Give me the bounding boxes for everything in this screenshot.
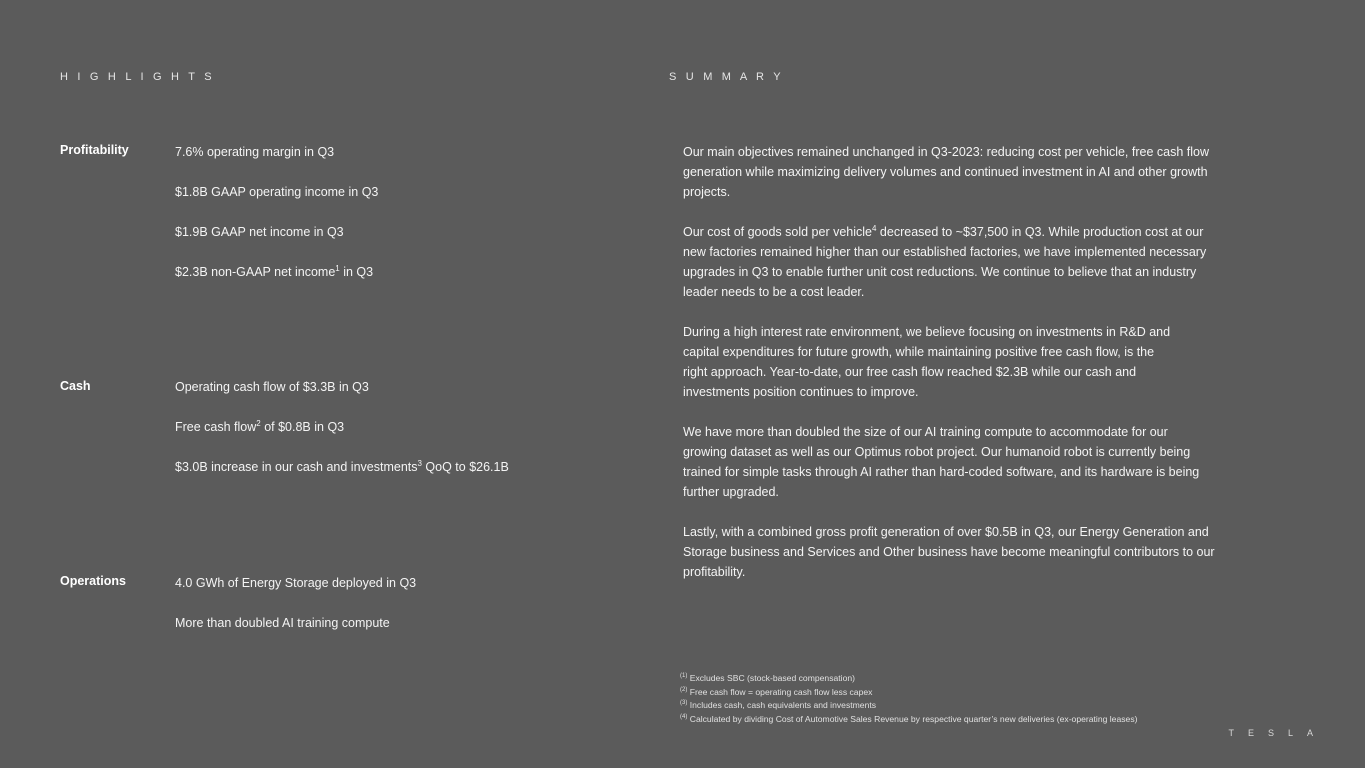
footnote-ref: 3: [417, 458, 422, 468]
cash-list: [175, 379, 635, 499]
profitability-list: [175, 144, 635, 304]
summary-paragraph: We have more than doubled the size of our AI training compute to accommodate for our growing dataset as well as our Optimus robot project. Our humanoid robot is currently being trained for simple tasks through AI rather than hard-coded software, and its hardware is being further upgraded.: [683, 425, 1200, 499]
summary-paragraph: Lastly, with a combined gross profit generation of over $0.5B in Q3, our Energy Generation and Storage business and Services and Other business have become meaningful contributors to our profitability.: [683, 525, 1215, 579]
highlights-heading: H I G H L I G H T S: [60, 71, 215, 83]
summary-paragraph: During a high interest rate environment, we believe focusing on investments in R&D and capital expenditures for future growth, while maintaining positive free cash flow, is the right approach. Year-to-date, our free cash flow reached $2.3B while our cash and investments position continues to improve.: [683, 325, 1171, 399]
summary-paragraph: Our main objectives remained unchanged in Q3-2023: reducing cost per vehicle, free cash flow generation while maximizing delivery volumes and continued investment in AI and other growth projects.: [683, 145, 1209, 199]
footnote: $^{(2)}$ Free cash flow = operating cash flow less capex: [680, 686, 873, 697]
profitability-label: Profitability: [60, 143, 129, 157]
footnote: $^{(1)}$ Excludes SBC (stock-based compensation): [680, 673, 855, 683]
summary-paragraph: Our cost of goods sold per vehicle$^4$ decreased to ~$37,500 in Q3. While production cost at our new factories remained higher than our established factories, we have implemented necessary upgrades in Q3 to enable further unit cost reductions. We continue to believe that an industry leader needs to be a cost leader.: [683, 223, 1207, 299]
operations-list: [175, 575, 635, 655]
footnote-ref: 1: [335, 263, 340, 273]
operations-label: Operations: [60, 574, 126, 588]
highlight-item: 4.0 GWh of Energy Storage deployed in Q3: [175, 576, 417, 590]
highlight-item: $1.8B GAAP operating income in Q3: [175, 185, 379, 199]
highlight-item: $1.9B GAAP net income in Q3: [175, 225, 344, 239]
summary-body: [683, 142, 1253, 602]
highlight-item: $2.3B non-GAAP net income$^1$ in Q3: [175, 263, 374, 279]
highlight-item: 7.6% operating margin in Q3: [175, 145, 335, 159]
summary-heading: S U M M A R Y: [669, 71, 784, 83]
footnotes: [680, 672, 1240, 726]
cash-label: Cash: [60, 379, 91, 393]
highlight-item: $3.0B increase in our cash and investments$^3$ QoQ to $26.1B: [175, 458, 509, 474]
footnote-ref: 4: [872, 223, 877, 233]
footnote-ref: 2: [256, 418, 261, 428]
highlight-item: More than doubled AI training compute: [175, 616, 390, 630]
footnote: $^{(4)}$ Calculated by dividing Cost of Automotive Sales Revenue by respective quarter’s new deliveries (ex-operating leases): [680, 713, 1138, 724]
highlight-item: Operating cash flow of $3.3B in Q3: [175, 380, 369, 394]
footnote: $^{(3)}$ Includes cash, cash equivalents and investments: [680, 700, 877, 710]
highlight-item: Free cash flow$^2$ of $0.8B in Q3: [175, 418, 345, 434]
tesla-logo: TESLA: [1228, 728, 1327, 738]
